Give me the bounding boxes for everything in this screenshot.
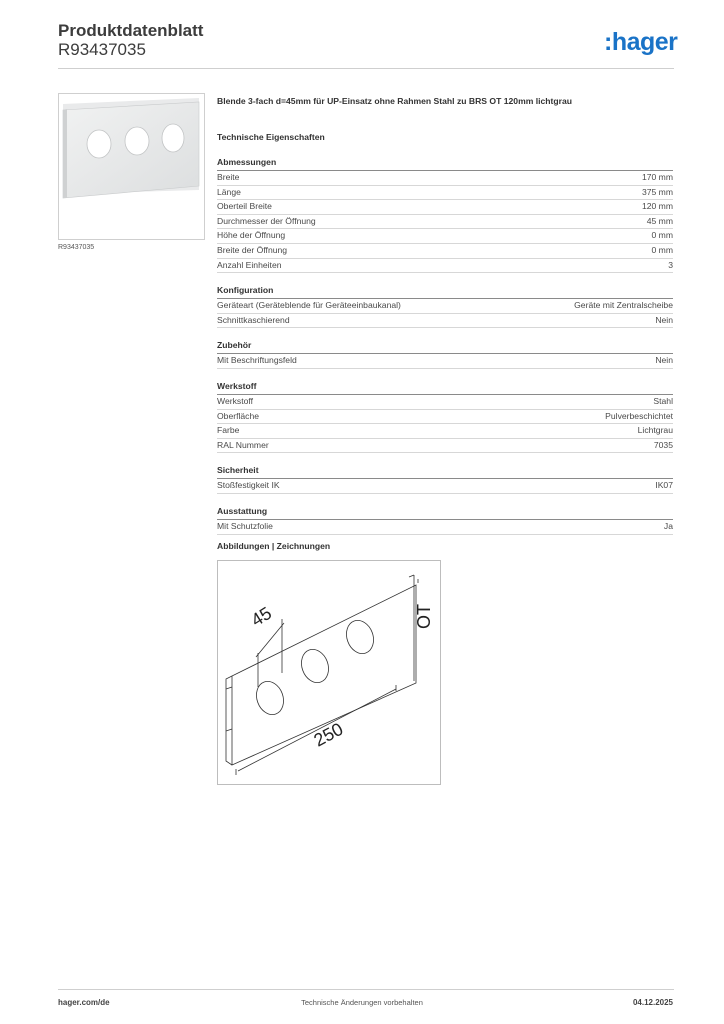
property-section — [217, 340, 673, 369]
property-row — [217, 215, 673, 230]
property-label: Schnittkaschierend — [217, 314, 290, 325]
property-section — [217, 506, 673, 535]
property-label: Länge — [217, 186, 241, 197]
property-label: Mit Beschriftungsfeld — [217, 355, 297, 366]
property-value: 3 — [668, 259, 673, 270]
footer-disclaimer: Technische Änderungen vorbehalten — [301, 998, 423, 1007]
technical-drawing — [217, 560, 441, 785]
product-image — [58, 93, 205, 240]
property-row — [217, 395, 673, 410]
property-row — [217, 171, 673, 186]
property-value: Pulverbeschichtet — [605, 410, 673, 421]
property-label: Geräteart (Geräteblende für Geräteeinbaukanal) — [217, 300, 401, 311]
property-label: Höhe der Öffnung — [217, 230, 286, 241]
property-row — [217, 410, 673, 425]
property-row — [217, 229, 673, 244]
hager-logo[interactable] — [592, 27, 676, 57]
property-value: Stahl — [653, 395, 673, 406]
diameter-dimension-label: 45 — [247, 602, 276, 631]
property-label: Breite — [217, 172, 240, 182]
property-row — [217, 259, 673, 274]
section-title: Konfiguration — [217, 285, 673, 299]
property-value: 375 mm — [641, 186, 673, 197]
property-label: Stoßfestigkeit IK — [217, 480, 280, 491]
height-dimension-label: OT — [414, 604, 434, 629]
property-row — [217, 314, 673, 329]
property-value: Lichtgrau — [637, 425, 673, 436]
property-row — [217, 354, 673, 369]
product-photo-graphic — [59, 94, 204, 239]
property-row — [217, 200, 673, 215]
product-code: R93437035 — [58, 40, 146, 59]
property-label: Oberteil Breite — [217, 201, 272, 212]
property-label: RAL Nummer — [217, 439, 269, 450]
property-label: Mit Schutzfolie — [217, 520, 273, 531]
property-label: Breite der Öffnung — [217, 244, 288, 255]
property-row — [217, 439, 673, 454]
property-row — [217, 520, 673, 535]
footer-divider — [58, 989, 674, 990]
property-label: Anzahl Einheiten — [217, 259, 282, 270]
property-value: 0 mm — [651, 244, 673, 255]
image-caption: R93437035 — [58, 244, 95, 251]
property-value: 0 mm — [651, 230, 673, 241]
property-value: Nein — [655, 355, 673, 366]
property-section — [217, 465, 673, 494]
header-divider — [58, 68, 674, 69]
section-title: Werkstoff — [217, 381, 673, 395]
property-section — [217, 285, 673, 328]
property-value: Geräte mit Zentralscheibe — [574, 300, 673, 311]
datasheet-content — [217, 96, 673, 535]
property-section — [217, 381, 673, 453]
property-value: IK07 — [655, 480, 673, 491]
footer-website-link[interactable]: hager.com/de — [58, 998, 110, 1007]
property-label: Werkstoff — [217, 395, 253, 406]
property-label: Durchmesser der Öffnung — [217, 215, 316, 226]
section-title: Ausstattung — [217, 506, 673, 520]
property-value: Nein — [655, 314, 673, 325]
property-row — [217, 479, 673, 494]
length-dimension-label: 250 — [310, 718, 347, 751]
drawings-heading: Abbildungen | Zeichnungen — [217, 541, 331, 551]
property-row — [217, 299, 673, 314]
technical-properties-heading: Technische Eigenschaften — [217, 132, 325, 142]
page-title: Produktdatenblatt — [58, 21, 204, 40]
property-label: Farbe — [217, 425, 240, 436]
property-value: 45 mm — [646, 215, 673, 226]
property-value: 170 mm — [641, 172, 673, 182]
section-title: Abmessungen — [217, 157, 673, 171]
section-title: Sicherheit — [217, 465, 673, 479]
property-section — [217, 157, 673, 273]
property-value: 120 mm — [641, 201, 673, 212]
property-sections — [217, 157, 673, 535]
hager-logo-text: :hager — [604, 28, 678, 56]
property-row — [217, 244, 673, 259]
property-value: Ja — [663, 520, 673, 531]
property-label: Oberfläche — [217, 410, 260, 421]
property-row — [217, 186, 673, 201]
footer-date: 04.12.2025 — [632, 998, 673, 1007]
property-row — [217, 424, 673, 439]
product-title: Blende 3-fach d=45mm für UP-Einsatz ohne Rahmen Stahl zu BRS OT 120mm lichtgrau — [217, 96, 573, 106]
property-value: 7035 — [653, 439, 673, 450]
dimension-drawing — [218, 561, 440, 784]
section-title: Zubehör — [217, 340, 673, 354]
